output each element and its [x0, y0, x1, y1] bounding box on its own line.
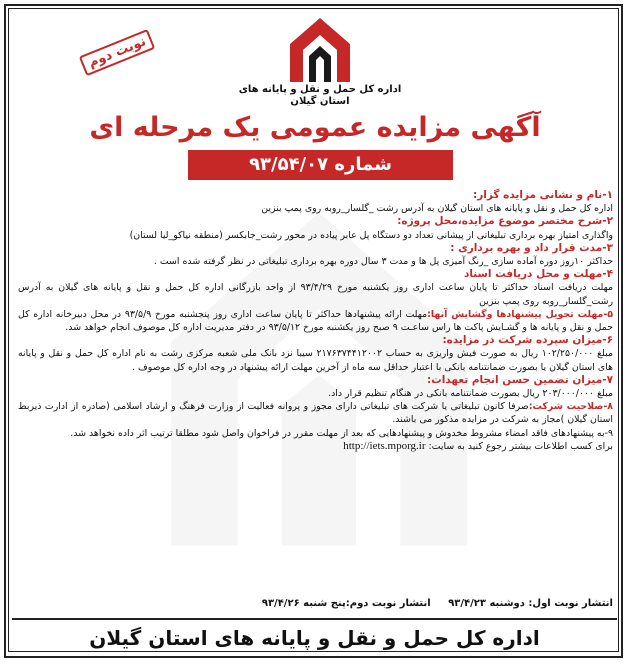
section-1 — [18, 189, 613, 215]
section-4 — [18, 268, 613, 308]
section-5 — [18, 308, 613, 334]
road-transport-logo-icon — [285, 14, 355, 86]
advertisement-title: آگهی مزایده عمومی یک مرحله ای — [89, 112, 541, 143]
section-text: مبلغ ۲۰۳/۰۰۰/۰۰۰ ریال بصورت ضمانتنامه بانکی در هنگام تنظیم قرار داد. — [328, 388, 613, 400]
section-heading: ۲-شرح مختصر موضوع مزایده،محل پروژه: — [397, 215, 613, 228]
section-heading: ۴-مهلت و محل دریافت اسناد — [463, 268, 613, 281]
section-3 — [18, 242, 613, 268]
section-heading: ۸-صلاحیت شرکت: — [528, 401, 613, 413]
section-text: حداکثر ۱۰روز دوره آماده سازی _رنگ آمیزی پل ها و مدت ۳ سال دوره بهره برداری تبلیغاتی در نظر گرفته شده است . — [153, 256, 613, 268]
section-heading: ۵-مهلت تحویل پیشنهادها وگشایش آنها: — [427, 308, 613, 320]
section-9 — [18, 427, 613, 440]
publication-dates — [18, 598, 613, 609]
section-text: مهلت ارائه پیشنهادها حداکثر تا پایان ساعت اداری روز پنجشنبه مورخ ۹۳/۵/۹ در محل دبیرخانه اداره کل حمل و نقل و پایانه ها و گشـایش پاکت ها راس ساعـت ۹ صبح روز یکشنبه مورخ ۹۳/۵/۱۲ در دفتر مدیریت اداره کل موصوف انجام خواهد شد. — [18, 308, 613, 334]
section-8 — [18, 400, 613, 426]
second-publication-stamp: نوبت دوم — [79, 29, 156, 76]
section-text: واگذاری امتیاز بهره برداری تبلیغاتی از پیشانی تعداد دو دستگاه پل عابر پیاده در محور رشت_جابکسر (منطقه نیاکو_لیا لستان) — [129, 229, 613, 241]
section-heading: ۳-مدت قرار داد و بهره برداری : — [450, 241, 613, 254]
info-text: برای کسب اطلاعات بیشتر رجوع کنید به سایت: — [428, 440, 613, 452]
section-text: ۹-به پیشنهادهای فاقد امضاء مشروط مخدوش و پیشنهادهایی که بعد از مهلت مقرر در فراخوان واصل شود مطلقا ترتیب اثر داده نخواهد شد. — [70, 427, 613, 439]
second-publication: انتشار نوبت دوم:پنج شنبه ۹۳/۴/۲۶ — [261, 598, 431, 609]
org-line-1: اداره کل حمل و نقل و پایانه های — [238, 84, 402, 95]
advertisement-body — [18, 189, 613, 453]
section-heading: ۱-نام و نشانی مزایده گزار: — [473, 189, 613, 201]
org-line-2: استان گیلان — [290, 96, 350, 107]
section-text: مبلغ ۱۰۲/۲۵۰/۰۰۰ ریال به صورت فیش واریزی به حساب ۲۱۷۶۳۷۴۴۱۲۰۰۲ سیبا نزد بانک ملی شعبه مرکزی رشت به نام اداره کل حمل و نقل و پایانه های استان گیلان یا بصورت ضمانتنامه بانکی با اعتبار حداقل سه ماه از آخرین مهلت ارائه پیشنهاد در وجه اداره کل موصوف . — [18, 348, 613, 373]
info-line — [18, 440, 613, 453]
website-link[interactable]: http://iets.mporg.ir — [343, 439, 426, 452]
section-text: اداره کل حمل و نقل و پایانه های استان گیلان به آدرس رشت _گلسار_روبه روی پمپ بنزین — [261, 203, 613, 215]
section-heading: ۶-میزان سپرده شرکت در مزایده: — [442, 334, 613, 347]
section-text: مهلت دریافت اسناد حداکثر تا پایان ساعت اداری روز یکشنبه مورخ ۹۳/۴/۲۹ از واحد بازرگانی اداره کل حمل و نقل و پایانه های گیلان به آدرس رشت_گلسار_روبه روی پمپ بنزین — [18, 282, 613, 307]
section-heading: ۷-میزان تضمین حسن انجام تعهدات: — [426, 373, 613, 386]
section-text: صرفا کانون تبلیغاتی یا شرکت های تبلیغاتی دارای مجوز و پروانه فعالیت از وزارت فرهنگ و ارشاد اسلامی (صادره از ادارت ذیربط استان گیلان )مجاز به شرکت در مزایده مذکور می باشند. — [18, 401, 613, 426]
org-name-header — [230, 84, 410, 108]
section-7 — [18, 374, 613, 400]
advertisement-number: شماره ۹۳/۵۴/۰۷ — [188, 150, 453, 180]
footer-org-name: اداره کل حمل و نقل و پایانه های استان گیلان — [12, 618, 617, 656]
section-2 — [18, 215, 613, 241]
section-6 — [18, 334, 613, 374]
first-publication: انتشار نوبت اول: دوشنبه ۹۳/۴/۲۳ — [448, 598, 613, 609]
